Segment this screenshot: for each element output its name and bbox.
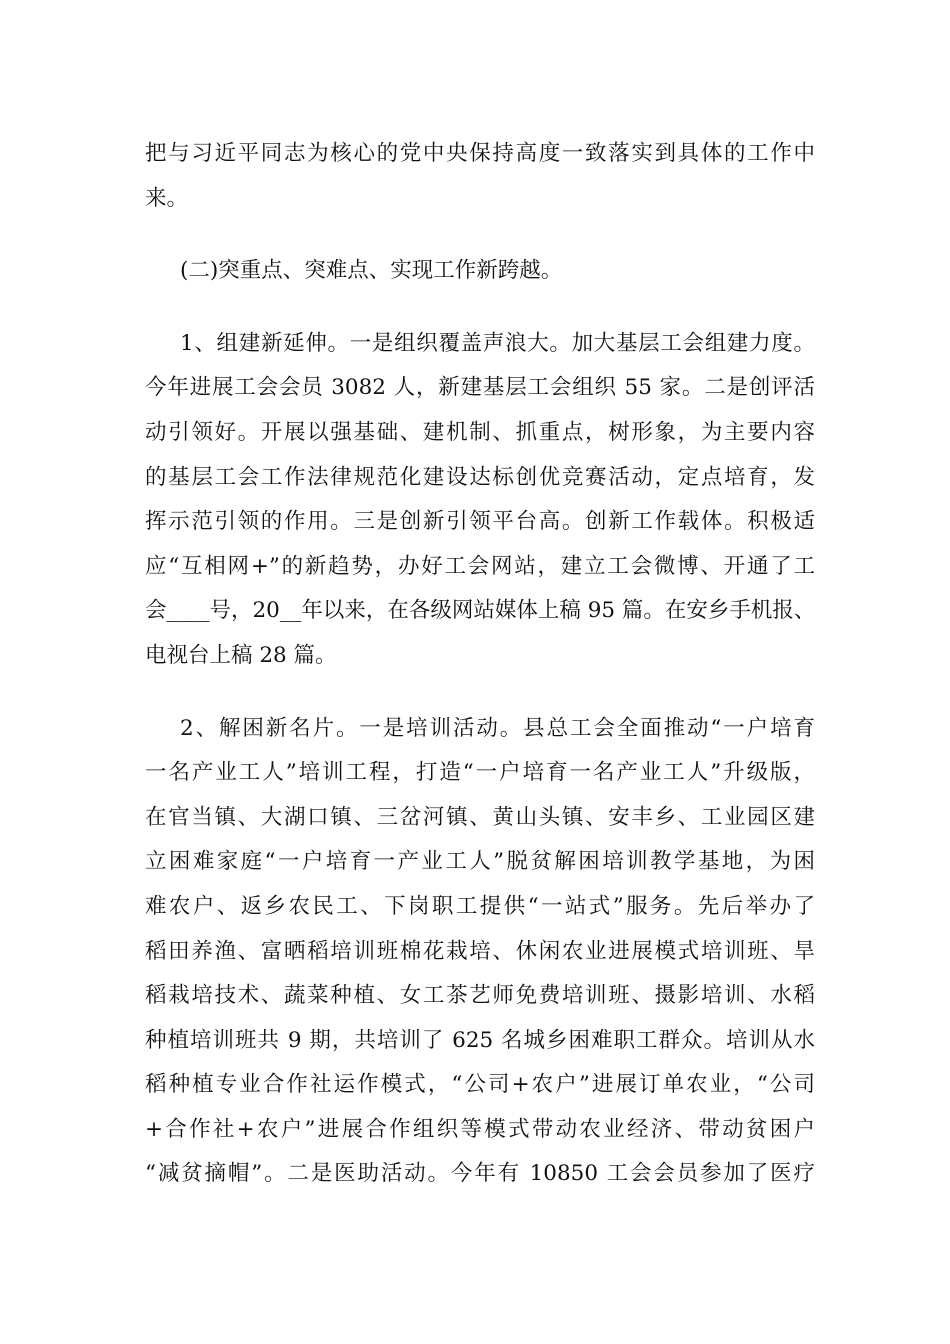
text-line: 来。: [145, 185, 189, 211]
text-line: 把与习近平同志为核心的党中央保持高度一致落实到具体的工作中: [145, 141, 815, 166]
text-line: 立困难家庭“一户培育一产业工人”脱贫解困培训教学基地，为困: [145, 849, 815, 875]
text-line: 挥示范引领的作用。三是创新引领平台高。创新工作载体。积极适: [145, 509, 815, 535]
section-heading: (二)突重点、突难点、实现工作新跨越。: [180, 258, 563, 284]
text-line: 稻栽培技术、蔬菜种植、女工茶艺师免费培训班、摄影培训、水稻: [145, 983, 815, 1009]
paragraph-spacer: [145, 679, 815, 707]
text-line: 的基层工会工作法律规范化建设达标创优竞赛活动，定点培育，发: [145, 464, 815, 490]
text-line: 2、解困新名片。一是培训活动。县总工会全面推动“一户培育: [180, 715, 815, 741]
body-text: [145, 132, 815, 1197]
text-line: 稻田养渔、富晒稻培训班棉花栽培、休闲农业进展模式培训班、旱: [145, 938, 815, 964]
paragraph-spacer: [145, 294, 815, 322]
paragraph-spacer: [145, 221, 815, 249]
text-line: 一名产业工人”培训工程，打造“一户培育一名产业工人”升级版，: [145, 760, 815, 786]
text-line: 会____号，20__年以来，在各级网站媒体上稿 95 篇。在安乡手机报、: [145, 598, 816, 624]
text-line: 动引领好。开展以强基础、建机制、抓重点，树形象，为主要内容: [145, 419, 815, 445]
text-line: 种植培训班共 9 期，共培训了 625 名城乡困难职工群众。培训从水: [145, 1027, 815, 1053]
text-line: 1、组建新延伸。一是组织覆盖声浪大。加大基层工会组建力度。: [180, 330, 815, 356]
text-line: 在官当镇、大湖口镇、三岔河镇、黄山头镇、安丰乡、工业园区建: [145, 804, 815, 830]
text-line: 今年进展工会会员 3082 人，新建基层工会组织 55 家。二是创评活: [145, 375, 815, 401]
text-line: +合作社+农户”进展合作组织等模式带动农业经济、带动贫困户: [145, 1116, 815, 1142]
text-line: “减贫摘帽”。二是医助活动。今年有 10850 工会会员参加了医疗: [145, 1161, 815, 1187]
text-line: 难农户、返乡农民工、下岗职工提供“一站式”服务。先后举办了: [145, 893, 815, 919]
text-line: 应“互相网+”的新趋势，办好工会网站，建立工会微博、开通了工: [145, 553, 815, 579]
text-line: 稻种植专业合作社运作模式，“公司+农户”进展订单农业，“公司: [145, 1072, 815, 1098]
text-line: 电视台上稿 28 篇。: [145, 642, 337, 668]
